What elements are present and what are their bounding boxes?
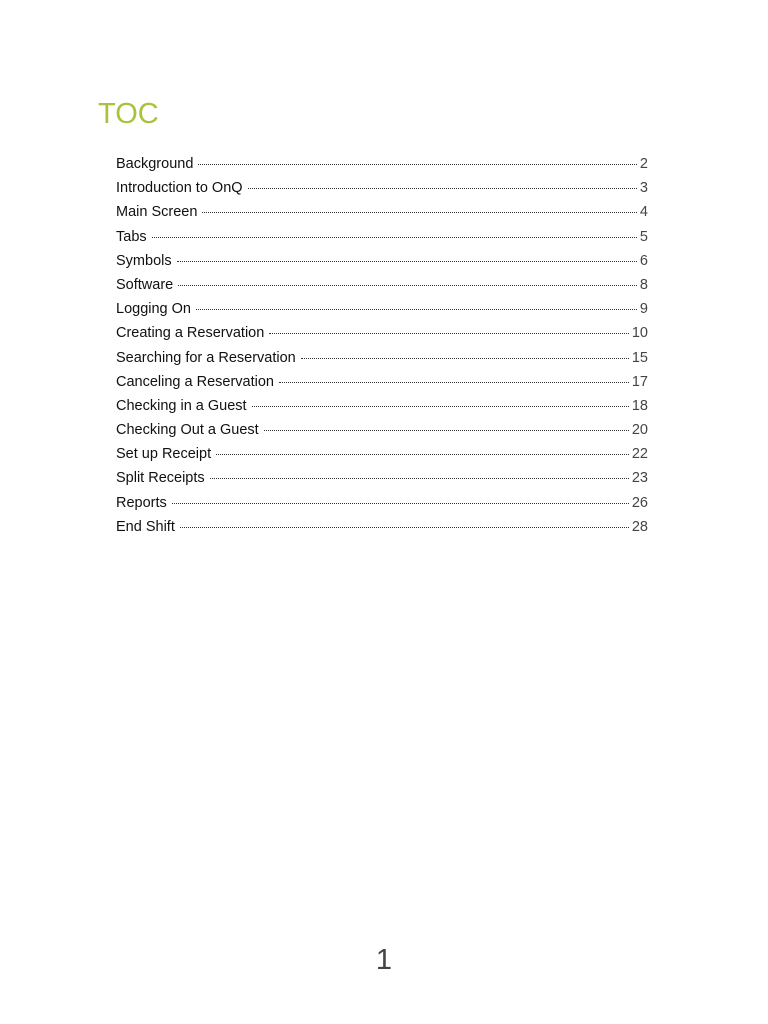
toc-entry-label[interactable]: Creating a Reservation bbox=[116, 325, 265, 342]
toc-entry-tabs[interactable] bbox=[116, 225, 648, 249]
toc-entry-label[interactable]: Background bbox=[116, 156, 194, 172]
toc-entry-page[interactable]: 22 bbox=[631, 446, 648, 463]
toc-entry-page[interactable]: 18 bbox=[631, 397, 648, 414]
dot-leader bbox=[301, 358, 629, 359]
toc-entry-end-shift[interactable] bbox=[116, 515, 648, 539]
toc-entry-page[interactable]: 9 bbox=[639, 301, 648, 318]
toc-entry-checking-out-a-guest[interactable] bbox=[116, 418, 648, 442]
toc-entry-searching-for-a-reservation[interactable] bbox=[116, 346, 648, 370]
dot-leader bbox=[264, 430, 629, 431]
toc-list bbox=[116, 152, 648, 539]
toc-entry-label[interactable]: End Shift bbox=[116, 518, 175, 535]
dot-leader bbox=[216, 454, 629, 455]
dot-leader bbox=[178, 285, 637, 286]
toc-entry-software[interactable] bbox=[116, 273, 648, 297]
toc-entry-page[interactable]: 20 bbox=[631, 422, 648, 439]
toc-entry-label[interactable]: Searching for a Reservation bbox=[116, 349, 296, 366]
toc-entry-label[interactable]: Canceling a Reservation bbox=[116, 373, 274, 390]
toc-entry-split-receipts[interactable] bbox=[116, 466, 648, 490]
toc-entry-label[interactable]: Tabs bbox=[116, 228, 147, 245]
toc-entry-page[interactable]: 2 bbox=[639, 156, 648, 172]
toc-entry-label[interactable]: Checking Out a Guest bbox=[116, 422, 259, 439]
dot-leader bbox=[152, 237, 637, 238]
dot-leader bbox=[279, 382, 629, 383]
toc-entry-introduction-to-onq[interactable] bbox=[116, 176, 648, 200]
page-number: 1 bbox=[375, 944, 393, 976]
dot-leader bbox=[172, 503, 629, 504]
toc-entry-logging-on[interactable] bbox=[116, 297, 648, 321]
toc-entry-label[interactable]: Set up Receipt bbox=[116, 446, 212, 463]
toc-entry-label[interactable]: Checking in a Guest bbox=[116, 397, 247, 414]
toc-entry-label[interactable]: Reports bbox=[116, 494, 167, 511]
toc-entry-page[interactable]: 10 bbox=[631, 325, 648, 342]
dot-leader bbox=[196, 309, 637, 310]
toc-entry-label[interactable]: Split Receipts bbox=[116, 470, 205, 487]
dot-leader bbox=[269, 333, 629, 334]
toc-entry-background[interactable] bbox=[116, 152, 648, 176]
toc-entry-label[interactable]: Logging On bbox=[116, 301, 191, 318]
toc-entry-main-screen[interactable] bbox=[116, 200, 648, 224]
dot-leader bbox=[252, 406, 629, 407]
dot-leader bbox=[180, 527, 629, 528]
toc-entry-page[interactable]: 4 bbox=[639, 204, 648, 221]
toc-entry-page[interactable]: 8 bbox=[639, 276, 648, 293]
toc-entry-page[interactable]: 28 bbox=[631, 518, 648, 535]
toc-entry-reports[interactable] bbox=[116, 491, 648, 515]
toc-entry-page[interactable]: 5 bbox=[639, 228, 648, 245]
toc-entry-page[interactable]: 6 bbox=[639, 252, 648, 269]
dot-leader bbox=[210, 478, 629, 479]
toc-entry-page[interactable]: 17 bbox=[631, 373, 648, 390]
toc-entry-set-up-receipt[interactable] bbox=[116, 442, 648, 466]
dot-leader bbox=[202, 212, 637, 213]
toc-entry-canceling-a-reservation[interactable] bbox=[116, 370, 648, 394]
toc-entry-label[interactable]: Main Screen bbox=[116, 204, 198, 221]
dot-leader bbox=[248, 188, 637, 189]
toc-entry-page[interactable]: 26 bbox=[631, 494, 648, 511]
toc-entry-checking-in-a-guest[interactable] bbox=[116, 394, 648, 418]
toc-entry-symbols[interactable] bbox=[116, 249, 648, 273]
toc-entry-label[interactable]: Software bbox=[116, 276, 174, 293]
toc-heading: TOC bbox=[98, 98, 159, 130]
toc-entry-creating-a-reservation[interactable] bbox=[116, 321, 648, 345]
toc-entry-label[interactable]: Introduction to OnQ bbox=[116, 180, 243, 197]
toc-entry-page[interactable]: 3 bbox=[639, 180, 648, 197]
dot-leader bbox=[177, 261, 637, 262]
toc-entry-label[interactable]: Symbols bbox=[116, 252, 172, 269]
dot-leader bbox=[198, 164, 637, 165]
toc-entry-page[interactable]: 15 bbox=[631, 349, 648, 366]
toc-entry-page[interactable]: 23 bbox=[631, 470, 648, 487]
